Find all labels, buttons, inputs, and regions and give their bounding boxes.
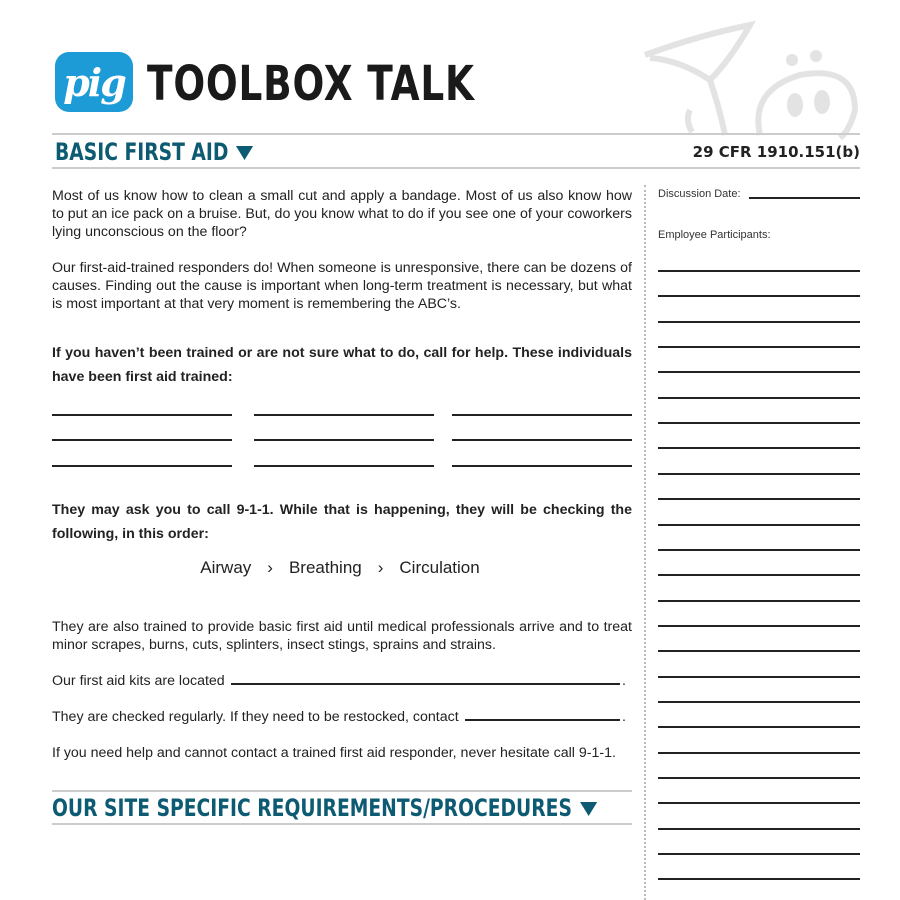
discussion-date-field[interactable]	[749, 197, 860, 199]
participant-line[interactable]	[658, 295, 860, 297]
paragraph-bold: If you haven’t been trained or are not sure what to do, call for help. These individuals have been first aid trained:	[52, 345, 632, 385]
participant-line[interactable]	[658, 270, 860, 272]
period: .	[622, 709, 626, 725]
restock-contact-field[interactable]	[465, 719, 620, 721]
abc-sequence	[0, 558, 680, 578]
participant-line[interactable]	[658, 701, 860, 703]
participant-line[interactable]	[658, 447, 860, 449]
trained-responder-line[interactable]	[52, 465, 232, 467]
participant-line[interactable]	[658, 524, 860, 526]
section-heading-text: OUR SITE SPECIFIC REQUIREMENTS/PROCEDURES	[52, 794, 572, 822]
abc-circulation: Circulation	[399, 558, 480, 577]
participant-line[interactable]	[658, 676, 860, 678]
trained-responder-line[interactable]	[254, 439, 434, 441]
participant-line[interactable]	[658, 878, 860, 880]
paragraph: Most of us know how to clean a small cut and apply a bandage. Most of us also know how to put an ice pack on a bruise. But, do you know what to do if you see one of your coworkers lying unconscious on the floor?	[52, 188, 632, 240]
trained-responder-line[interactable]	[254, 465, 434, 467]
participant-line[interactable]	[658, 397, 860, 399]
participant-line[interactable]	[658, 371, 860, 373]
trained-responder-line[interactable]	[452, 439, 632, 441]
participants-label: Employee Participants:	[658, 229, 771, 241]
participant-line[interactable]	[658, 650, 860, 652]
section-heading-text: BASIC FIRST AID	[55, 138, 229, 166]
divider	[52, 167, 860, 169]
chevron-right-icon: ›	[267, 558, 273, 577]
participant-line[interactable]	[658, 422, 860, 424]
participant-line[interactable]	[658, 600, 860, 602]
page-title: TOOLBOX TALK	[147, 56, 475, 112]
paragraph: They are also trained to provide basic first aid until medical professionals arrive and to treat minor scrapes, burns, cuts, splinters, insect stings, sprains and strains.	[52, 619, 632, 653]
participant-line[interactable]	[658, 549, 860, 551]
paragraph-bold: They may ask you to call 9-1-1. While that is happening, they will be checking the following, in this order:	[52, 502, 632, 542]
participant-line[interactable]	[658, 473, 860, 475]
paragraph: Our first-aid-trained responders do! When someone is unresponsive, there can be dozens of causes. Finding out the cause is important when long-term treatment is necessary, but what is most important at that very moment is remembering the ABC’s.	[52, 260, 632, 312]
divider	[52, 823, 632, 825]
divider	[52, 133, 860, 135]
participant-line[interactable]	[658, 853, 860, 855]
participant-line[interactable]	[658, 498, 860, 500]
abc-breathing: Breathing	[288, 558, 362, 577]
divider	[52, 790, 632, 792]
trained-responder-line[interactable]	[254, 414, 434, 416]
kits-location-label: Our first aid kits are located	[52, 673, 225, 689]
participant-line[interactable]	[658, 726, 860, 728]
pig-mascot-watermark	[640, 20, 870, 140]
pig-logo: pig	[55, 52, 133, 112]
participant-line[interactable]	[658, 828, 860, 830]
chevron-right-icon: ›	[377, 558, 384, 577]
abc-airway: Airway	[200, 558, 252, 577]
participant-line[interactable]	[658, 752, 860, 754]
trained-responder-line[interactable]	[452, 465, 632, 467]
kits-location-field[interactable]	[231, 683, 620, 685]
regulation-reference: 29 CFR 1910.151(b)	[692, 143, 860, 161]
participant-line[interactable]	[658, 321, 860, 323]
triangle-down-icon	[236, 146, 253, 160]
trained-responder-line[interactable]	[52, 439, 232, 441]
section-heading-basic-first-aid	[55, 138, 253, 166]
section-heading-site-requirements	[52, 794, 597, 822]
discussion-date-label: Discussion Date:	[658, 188, 741, 200]
participant-line[interactable]	[658, 777, 860, 779]
participant-line[interactable]	[658, 802, 860, 804]
triangle-down-icon	[580, 802, 597, 816]
participant-line[interactable]	[658, 574, 860, 576]
participant-line[interactable]	[658, 346, 860, 348]
paragraph: If you need help and cannot contact a trained first aid responder, never hesitate call 9-1-1.	[52, 745, 616, 761]
column-separator	[644, 185, 646, 900]
participant-line[interactable]	[658, 625, 860, 627]
period: .	[622, 673, 626, 689]
trained-responder-line[interactable]	[452, 414, 632, 416]
trained-responder-line[interactable]	[52, 414, 232, 416]
restock-contact-label: They are checked regularly. If they need to be restocked, contact	[52, 709, 459, 725]
